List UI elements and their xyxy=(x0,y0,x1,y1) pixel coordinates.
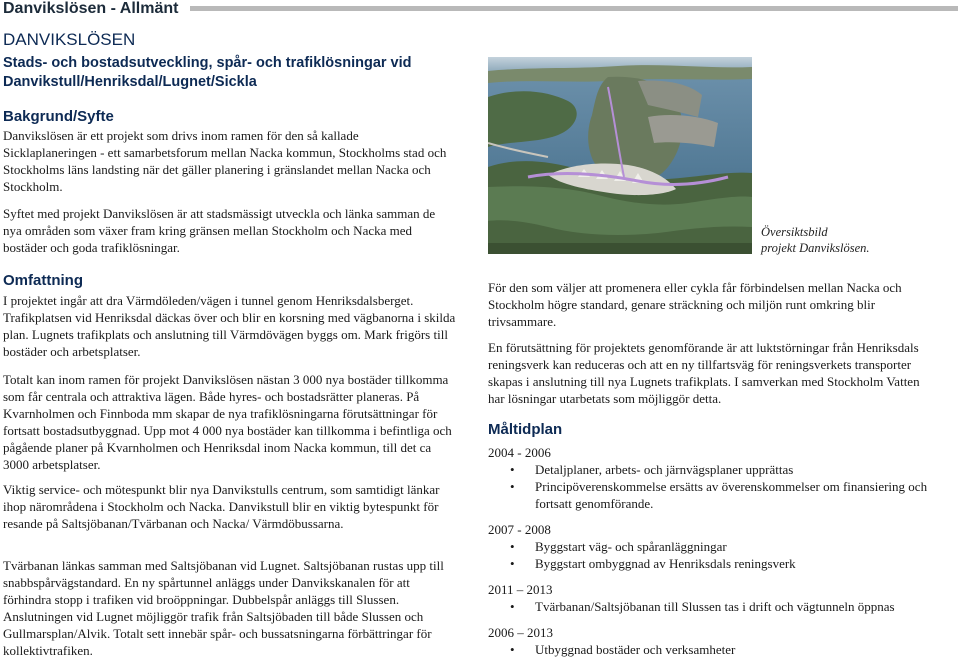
scope-paragraph-3: Viktig service- och mötespunkt blir nya Danvikstulls centrum, som samtidigt länkar ihop närområdena i Stockholm och Nacka. Danvikstull blir en viktig bytespunkt för resande på Saltsjöbanan/Tvärbanan och Nacka/ Värmdöbussarna. xyxy=(3,482,440,531)
image-caption-line-2: projekt Danvikslösen. xyxy=(761,241,870,255)
document-title: DANVIKSLÖSEN xyxy=(3,30,136,49)
milestone-item xyxy=(488,641,948,658)
milestone-period-label: 2011 – 2013 xyxy=(488,582,553,597)
milestone-period xyxy=(488,624,948,658)
milestone-item xyxy=(488,538,948,555)
milestone-item xyxy=(488,598,948,615)
heading-scope: Omfattning xyxy=(3,272,83,289)
milestone-period xyxy=(488,581,948,615)
page-header-title: Danvikslösen - Allmänt xyxy=(3,0,179,17)
scope-paragraph-4: Tvärbanan länkas samman med Saltsjöbanan vid Lugnet. Saltsjöbanan rustas upp till snabbspårvägstandard. En ny spårtunnel anläggs under Danvikskanalen för att förhindra stopp i trafiken vid broöppningar. Dubbelspår anläggs till Slussen. Anslutningen vid Lugnet möjliggör trafik från Saltsjöbaden till både Slussen och Gullmarsplan/Alvik. Totalt sett innebär spår- och bussatsningarna förbättringar för kollektivtrafiken. xyxy=(3,558,444,658)
scope-paragraph-2: Totalt kan inom ramen för projekt Danvikslösen nästan 3 000 nya bostäder tillkomma som får centrala och attraktiva lägen. Både hyres- och bostadsrätter planeras. På Kvarnholmen och Finnboda mm skapar de nya trafiklösningarna förutsättningar för fortsatt bostadsutbyggnad. Upp mot 4 000 nya bostäder kan tillkomma i befintliga och pågående planer på Kvarnholmen och Henriksdal inom Nacka kommun, till det ca 3000 arbetsplatser. xyxy=(3,372,452,472)
milestone-item-text: Principöverenskommelse ersätts av överenskommelser om finansiering och fortsatt genomförande. xyxy=(535,479,928,511)
milestone-item-text: Byggstart ombyggnad av Henriksdals reningsverk xyxy=(535,556,796,571)
page-header xyxy=(0,0,960,20)
bullet: • xyxy=(510,599,515,614)
milestone-item-text: Utbyggnad bostäder och verksamheter xyxy=(535,642,736,657)
scope-paragraph-1: I projektet ingår att dra Värmdöleden/vägen i tunnel genom Henriksdalsberget. Trafikplatsen vid Henriksdal däckas över och blir en korsning med vägbanorna i skilda plan. Lugnets trafikplats och anslutning till Värmdövägen byggs om. Mark frigörs till bostäder och arbetsplatser. xyxy=(3,293,456,359)
milestone-period xyxy=(488,521,948,572)
right-paragraph-1: För den som väljer att promenera eller cykla får förbindelsen mellan Nacka och Stockholm högre standard, genare sträckning och miljön runt omkring blir trivsammare. xyxy=(488,280,902,329)
right-paragraph-2: En förutsättning för projektets genomförande är att luktstörningar från Henriksdals reningsverk kan reduceras och att en ny tillfartsväg för reningsverkets transporter skapas i anslutning till nya Lugnets trafikplats. I samverkan med Stockholm Vatten har lösningar utarbetats som möjliggör detta. xyxy=(488,340,920,406)
aerial-illustration xyxy=(488,57,752,254)
milestone-period-label: 2007 - 2008 xyxy=(488,522,551,537)
milestone-item-text: Byggstart väg- och spåranläggningar xyxy=(535,539,727,554)
milestone-item-text: Tvärbanan/Saltsjöbanan till Slussen tas i drift och vägtunneln öppnas xyxy=(535,599,895,614)
bullet: • xyxy=(510,479,515,494)
background-paragraph-2: Syftet med projekt Danvikslösen är att stadsmässigt utveckla och länka samman de nya områden som växer fram kring gränsen mellan Stockholm och Nacka med bostäder och goda trafiklösningar. xyxy=(3,206,436,255)
image-caption xyxy=(761,224,870,256)
bullet: • xyxy=(510,539,515,554)
milestone-period-label: 2006 – 2013 xyxy=(488,625,553,640)
milestone-period xyxy=(488,444,948,512)
heading-background: Bakgrund/Syfte xyxy=(3,108,114,125)
overview-aerial-image xyxy=(488,57,752,254)
header-rule xyxy=(190,6,958,11)
bullet: • xyxy=(510,556,515,571)
bullet: • xyxy=(510,462,515,477)
milestone-item xyxy=(488,555,948,572)
heading-goals: Måltidplan xyxy=(488,421,563,438)
milestone-list xyxy=(488,444,948,667)
milestone-item xyxy=(488,478,948,512)
milestone-item xyxy=(488,461,948,478)
image-caption-line-1: Översiktsbild xyxy=(761,225,828,239)
milestone-period-label: 2004 - 2006 xyxy=(488,445,551,460)
milestone-item-text: Detaljplaner, arbets- och järnvägsplaner upprättas xyxy=(535,462,794,477)
document-subtitle: Stads- och bostadsutveckling, spår- och trafiklösningar vid Danvikstull/Henriksdal/Lugnet/Sickla xyxy=(3,55,412,90)
bullet: • xyxy=(510,642,515,657)
background-paragraph-1: Danvikslösen är ett projekt som drivs inom ramen för den så kallade Sicklaplaneringen - ett samarbetsforum mellan Nacka kommun, Stockholms stad och Stockholms läns landsting när det gäller planering i gränslandet mellan Nacka och Stockholm. xyxy=(3,128,447,194)
